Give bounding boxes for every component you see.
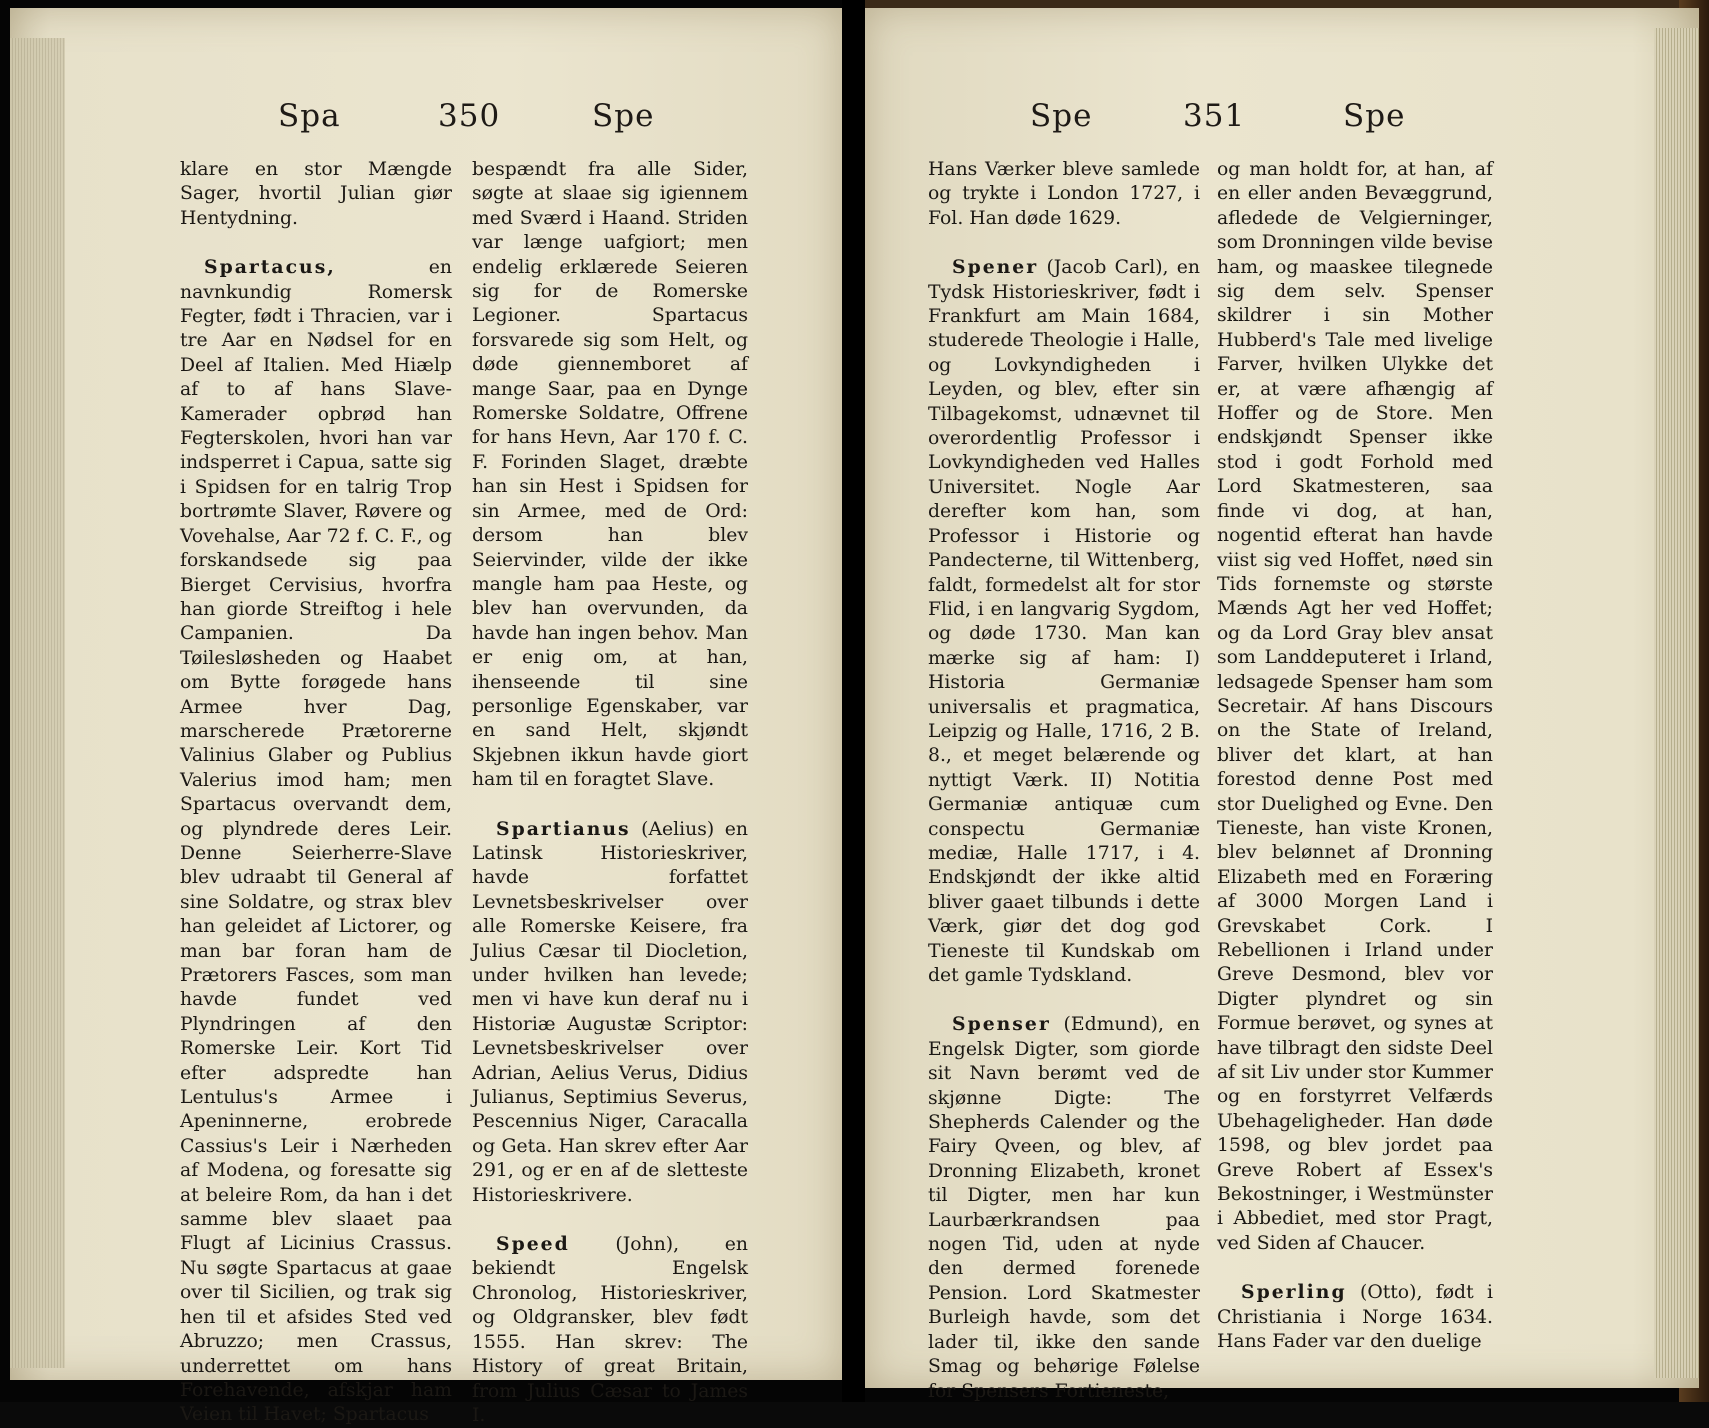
- running-head-left: Spe: [1030, 98, 1093, 134]
- entry-spartacus: [180, 255, 452, 1428]
- entry-continuation: [928, 158, 1200, 231]
- page-stack-edge: [10, 38, 65, 1368]
- entry-spenser: [928, 1012, 1200, 1404]
- running-head-right: Spe: [1343, 98, 1406, 134]
- entry-text: bespændt fra alle Sider, søgte at slaae sig igiennem med Sværd i Haand. Striden var længe uafgiort; men endelig erklærede Seieren sig for de Romerske Legioner. Spartacus forsvarede sig som Helt, og døde giennemboret af mange Saar, paa en Dynge Romerske Soldatre, Offrene for hans Hevn, Aar 170 f. C. F. Forinden Slaget, dræbte han sin Hest i Spidsen for sin Armee, med de Ord: dersom han blev Seiervinder, vilde der ikke mangle ham paa Heste, og blev han overvunden, da havde han ingen behov. Man er enig om, at han, ihenseende til sine personlige Egenskaber, var en sand Helt, skjøndt Skjebnen ikkun havde giort ham til en foragtet Slave.: [472, 159, 748, 791]
- entry-text: og man holdt for, at han, af en eller anden Bevæggrund, afledede de Velgierninger, som Dronningen vilde bevise ham, og maaskee tilegnede sig dem selv. Spenser skildrer i sin Mother Hubberd's Tale med livelige Farver, hvilken Ulykke det er, at være afhængig af Hoffer og de Store. Men endskjøndt Spenser ikke stod i godt Forhold med Lord Skatmesteren, saa finde vi dog, at han, nogentid efterat han havde viist sig ved Hoffet, nøed sin Tids fornemste og største Mænds Agt her ved Hoffet; og da Lord Gray blev ansat som Landdeputeret i Irland, ledsagede Spenser ham som Secretair. Af hans Discours on the State of Ireland, bliver det klart, at han forestod denne Post med stor Duelighed og Evne. Den Tieneste, han viste Kronen, blev belønnet af Dronning Elizabeth med en Foræring af 3000 Morgen Land i Grevskabet Cork. I Rebellionen i Irland under Greve Desmond, blev vor Digter plyndret og sin Formue berøvet, og synes at have tilbragt den sidste Deel af sit Liv under stor Kummer og en forstyrret Velfærds Ubehageligheder. Han døde 1598, og blev jordet paa Greve Robert af Essex's Bekostninger, i Westmünster i Abbediet, med stor Pragt, ved Siden af Chaucer.: [1217, 159, 1493, 1254]
- entry-headword: Spartacus,: [204, 256, 336, 279]
- entry-headword: Sperling: [1241, 1281, 1347, 1304]
- entry-text: en navnkundig Romersk Fegter, født i Thracien, var i tre Aar en Nødsel for en Deel af Italien. Med Hiælp af to af hans Slave-Kamerader opbrød han Fegterskolen, hvori han var indsperret i Capua, satte sig i Spidsen for en talrig Trop bortrømte Slaver, Røvere og Vovehalse, Aar 72 f. C. F., og forskandsede sig paa Bierget Cervisius, hvorfra han giorde Streiftog i hele Campanien. Da Tøilesløsheden og Haabet om Bytte forøgede hans Armee hver Dag, marscherede Prætorerne Valinius Glaber og Publius Valerius imod ham; men Spartacus overvandt dem, og plyndrede deres Leir. Denne Seierherre-Slave blev udraabt til General af sine Soldatre, og strax blev han geleidet af Lictorer, og man bar foran ham de Prætorers Fasces, som man havde fundet ved Plyndringen af den Romerske Leir. Kort Tid efter adspredte han Lentulus's Armee i Apeninnerne, erobrede Cassius's Leir i Nærheden af Modena, og foresatte sig at beleire Rom, da han i det samme blev slaaet paa Flugt af Licinius Crassus. Nu søgte Spartacus at gaae over til Sicilien, og trak sig hen til et afsides Sted ved Abruzzo; men Crassus, underrettet om hans Forehavende, afskjar ham Veien til Havet; Spartacus: [180, 257, 452, 1426]
- entry-headword: Spenser: [952, 1013, 1051, 1036]
- entry-text: (John), en bekiendt Engelsk Chronolog, Historieskriver, og Oldgransker, blev født 1555. Han skrev: The History of great Britain, from Julius Cæsar to James I.: [472, 1234, 748, 1426]
- page-number: 351: [1183, 98, 1246, 134]
- page-stack-edge: [1654, 28, 1699, 1378]
- entry-text: (Aelius) en Latinsk Historieskriver, havde forfattet Levnetsbeskrivelser over alle Romerske Keisere, fra Julius Cæsar til Diocletion, under hvilken han levede; men vi have kun deraf nu i Historiæ Augustæ Scriptor: Levnetsbeskrivelser over Adrian, Aelius Verus, Didius Julianus, Septimius Severus, Pescennius Niger, Caracalla og Geta. Han skrev efter Aar 291, og er en af de sletteste Historieskrivere.: [472, 818, 748, 1206]
- running-head-right: Spe: [592, 98, 655, 134]
- entry-headword: Spener: [952, 256, 1039, 279]
- entry-text: Hans Værker bleve samlede og trykte i London 1727, i Fol. Han døde 1629.: [928, 159, 1200, 229]
- book-gutter: [842, 0, 865, 1402]
- entry-headword: Speed: [496, 1233, 570, 1256]
- entry-text: (Jacob Carl), en Tydsk Historieskriver, født i Frankfurt am Main 1684, studerede Theologie i Halle, og Lovkyndigheden i Leyden, og blev, efter sin Tilbagekomst, udnævnet til overordentlig Professor i Lovkyndigheden ved Halles Universitet. Nogle Aar derefter kom han, som Professor i Historie og Pandecterne, til Wittenberg, faldt, formedelst alt for stor Flid, i en langvarig Sygdom, og døde 1730. Man kan mærke sig af ham: I) Historia Germaniæ universalis et pragmatica, Leipzig og Halle, 1716, 2 B. 8., et meget belærende og nyttigt Værk. II) Notitia Germaniæ antiquæ cum conspectu Germaniæ mediæ, Halle 1717, i 4. Endskjøndt der ikke altid bliver gaaet tilbunds i dette Værk, giør det dog god Tieneste til Kundskab om det gamle Tydskland.: [928, 257, 1200, 986]
- entry-speed: [472, 1232, 748, 1428]
- page-number: 350: [438, 98, 501, 134]
- entry-headword: Spartianus: [496, 817, 631, 840]
- right-page: [865, 8, 1699, 1402]
- entry-continuation: [472, 158, 748, 793]
- entry-text: (Otto), født i Christiania i Norge 1634. Hans Fader var den duelige: [1217, 1282, 1493, 1353]
- left-page-column-2: [472, 158, 748, 1428]
- left-page: [10, 8, 842, 1426]
- right-page-column-1: [928, 158, 1200, 1404]
- entry-spartianus: [472, 817, 748, 1209]
- entry-text: klare en stor Mængde Sager, hvortil Julian giør Hentydning.: [180, 159, 452, 229]
- entry-spener: [928, 255, 1200, 988]
- entry-continuation: [1217, 158, 1493, 1256]
- entry-sperling: [1217, 1280, 1493, 1354]
- entry-text: (Edmund), en Engelsk Digter, som giorde sit Navn berømt ved de skjønne Digte: The Shepherds Calender og the Fairy Qveen, og blev, af Dronning Elizabeth, kronet til Digter, men har kun Laurbærkrandsen paa nogen Tid, uden at nyde den dermed forenede Pension. Lord Skatmester Burleigh havde, som det lader til, ikke den sande Smag og behørige Følelse for Spensers Fortieneste,: [928, 1014, 1200, 1402]
- left-page-column-1: [180, 158, 452, 1428]
- entry-continuation: [180, 158, 452, 231]
- right-page-column-2: [1217, 158, 1493, 1355]
- running-head-left: Spa: [278, 98, 341, 134]
